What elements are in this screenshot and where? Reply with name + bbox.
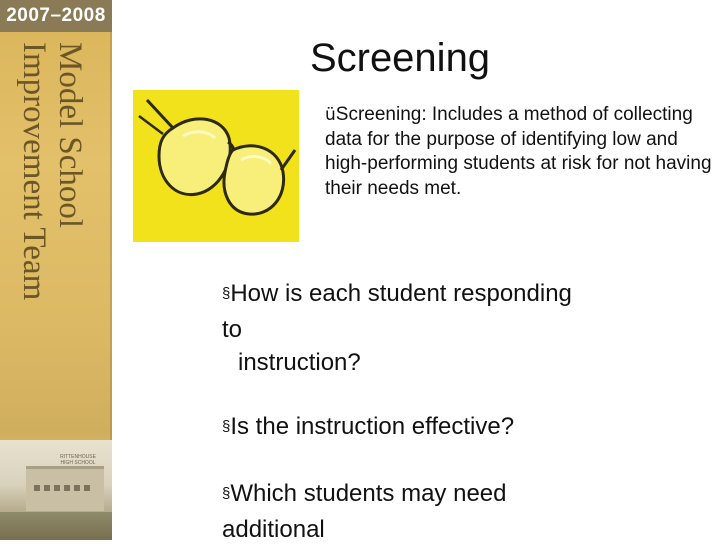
slide-title: Screening bbox=[309, 36, 491, 80]
bullet-line: How is each student responding bbox=[230, 280, 572, 307]
bullet-continuation: additional bbox=[222, 516, 325, 543]
checkmark-icon: ü bbox=[325, 105, 336, 125]
section-marker-icon: § bbox=[222, 485, 231, 502]
eyeglasses-icon bbox=[133, 90, 299, 242]
banner-title bbox=[16, 42, 88, 300]
section-marker-icon: § bbox=[222, 418, 231, 435]
definition-body: Screening: Includes a method of collecting data for the purpose of identifying low and high-performing students at risk for not having their needs met. bbox=[325, 104, 712, 199]
bullet-effective bbox=[222, 410, 692, 446]
banner-line-1: Model School bbox=[52, 42, 88, 229]
section-marker-icon: § bbox=[222, 285, 231, 302]
bullet-line: Is the instruction effective? bbox=[230, 413, 515, 440]
banner-year: 2007–2008 bbox=[0, 0, 112, 32]
definition-text bbox=[325, 103, 715, 201]
glasses-photo bbox=[133, 90, 299, 242]
school-building bbox=[26, 466, 104, 511]
side-banner bbox=[0, 0, 112, 540]
school-ground bbox=[0, 512, 112, 540]
school-photo bbox=[0, 440, 112, 540]
banner-line-2: Improvement Team bbox=[16, 42, 52, 301]
school-sign: RITTENHOUSE HIGH SCHOOL bbox=[60, 454, 96, 466]
bullet-continuation: to bbox=[222, 316, 243, 343]
bullet-which-students bbox=[222, 477, 692, 546]
bullet-responding bbox=[222, 277, 692, 379]
bullet-continuation: instruction? bbox=[238, 349, 361, 376]
bullet-line: Which students may need bbox=[230, 480, 507, 507]
